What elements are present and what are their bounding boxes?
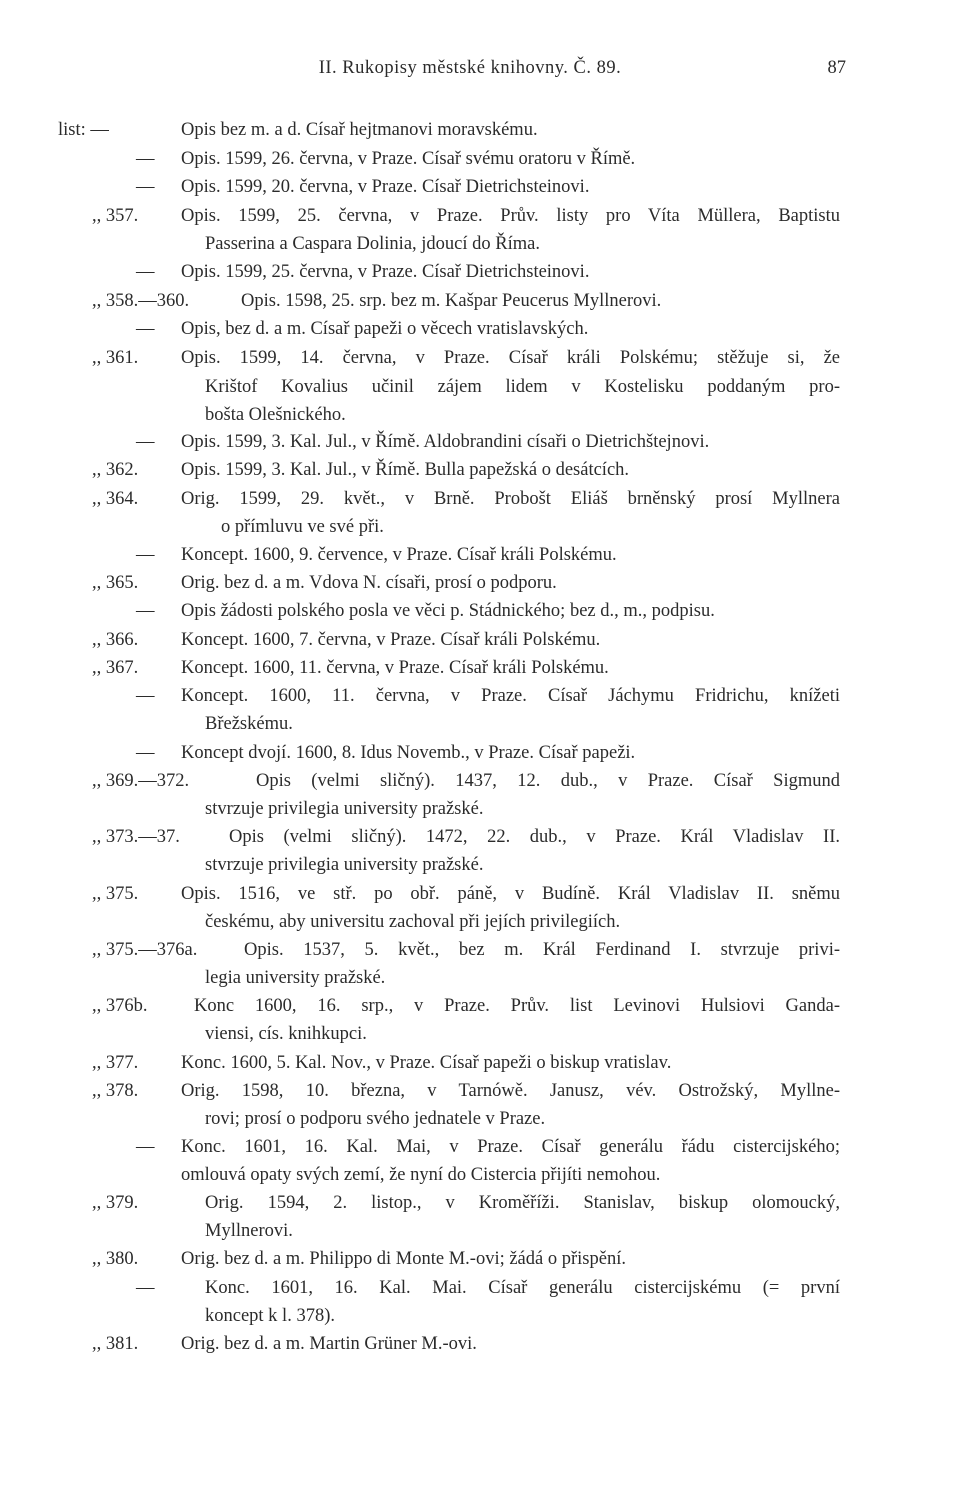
entry-text: Opis žádosti polského posla ve věci p. Stádnického; bez d., m., podpisu.	[181, 601, 715, 621]
entry-text: Opis. 1537, 5. květ., bez m. Král Ferdinand I. stvrzuje privi-	[244, 940, 840, 960]
entry-text: omlouvá opaty svých zemí, že nyní do Cistercia přijíti nemohou.	[181, 1165, 661, 1185]
entry-number: ,, 375.—376a.	[92, 940, 198, 960]
entry-text: Koncept. 1600, 11. června, v Praze. Císař Jáchymu Fridrichu, knížeti	[181, 686, 840, 706]
entry-text: stvrzuje privilegia university pražské.	[205, 799, 484, 819]
entry-text: Opis. 1599, 25. června, v Praze. Prův. listy pro Víta Müllera, Baptistu	[181, 206, 840, 226]
entry-text: Koncept. 1600, 11. června, v Praze. Císař králi Polskému.	[181, 658, 609, 678]
entry-text: Konc 1600, 16. srp., v Praze. Prův. list Levinovi Hulsiovi Ganda-	[194, 996, 840, 1016]
list-item	[0, 348, 960, 432]
list-item	[0, 319, 960, 347]
entry-text: Opis (velmi sličný). 1437, 12. dub., v Praze. Císař Sigmund	[256, 771, 840, 791]
entry-text: Opis bez m. a d. Císař hejtmanovi moravskému.	[181, 120, 538, 140]
entry-number: —	[136, 743, 155, 763]
list-item	[0, 149, 960, 177]
entry-number: —	[136, 177, 155, 197]
entry-number: —	[136, 319, 155, 339]
entry-text: Orig. 1598, 10. března, v Tarnówě. Janusz, vév. Ostrožský, Myllne-	[181, 1081, 840, 1101]
entry-text: stvrzuje privilegia university pražské.	[205, 855, 484, 875]
entry-number: ,, 378.	[92, 1081, 139, 1101]
entry-text: Opis. 1599, 3. Kal. Jul., v Římě. Bulla papežská o desátcích.	[181, 460, 630, 480]
entry-text: Koncept. 1600, 7. června, v Praze. Císař králi Polskému.	[181, 630, 601, 650]
list-item	[0, 630, 960, 658]
entry-text: Orig. 1594, 2. listop., v Kroměříži. Stanislav, biskup olomoucký,	[205, 1193, 840, 1213]
entry-number: ,, 357.	[92, 206, 139, 226]
list-item	[0, 601, 960, 629]
list-item	[0, 1137, 960, 1193]
list-item	[0, 291, 960, 319]
entry-text: Opis. 1599, 25. června, v Praze. Císař Dietrichsteinovi.	[181, 262, 590, 282]
entry-number: ,, 367.	[92, 658, 139, 678]
entry-text: Opis. 1599, 26. června, v Praze. Císař svému oratoru v Římě.	[181, 149, 636, 169]
list-item	[0, 686, 960, 742]
entry-text: Koncept dvojí. 1600, 8. Idus Novemb., v Praze. Císař papeži.	[181, 743, 636, 763]
entry-text: koncept k l. 378).	[205, 1306, 335, 1326]
entry-number: ,, 358.—360.	[92, 291, 190, 311]
entry-number: ,, 381.	[92, 1334, 139, 1354]
entry-text: Konc. 1600, 5. Kal. Nov., v Praze. Císař papeži o biskup vratislav.	[181, 1053, 672, 1073]
entry-text: Břežskému.	[205, 714, 293, 734]
entry-text: Opis (velmi sličný). 1472, 22. dub., v Praze. Král Vladislav II.	[229, 827, 840, 847]
page-number: 87	[827, 58, 846, 78]
entry-number: ,, 364.	[92, 489, 139, 509]
entry-number: ,, 361.	[92, 348, 139, 368]
entry-number: —	[136, 262, 155, 282]
entry-text: legia university pražské.	[205, 968, 386, 988]
list-item	[0, 1334, 960, 1362]
entry-text: bošta Olešnického.	[205, 405, 346, 425]
entry-text: Konc. 1601, 16. Kal. Mai, v Praze. Císař generálu řádu cistercijského;	[181, 1137, 840, 1157]
list-item	[0, 489, 960, 545]
entry-number: —	[136, 432, 155, 452]
list-item	[0, 545, 960, 573]
list-item	[0, 1278, 960, 1334]
entry-text: Orig. bez d. a m. Vdova N. císaři, prosí o podporu.	[181, 573, 557, 593]
entry-number: —	[136, 545, 155, 565]
entry-text: Opis. 1599, 3. Kal. Jul., v Římě. Aldobrandini císaři o Dietrichštejnovi.	[181, 432, 710, 452]
list-item	[0, 1053, 960, 1081]
entry-text: viensi, cís. knihkupci.	[205, 1024, 367, 1044]
entry-number: —	[136, 1137, 155, 1157]
list-item	[0, 658, 960, 686]
list-item	[0, 996, 960, 1052]
entry-text: Orig. 1599, 29. květ., v Brně. Probošt Eliáš brněnský prosí Myllnera	[181, 489, 840, 509]
list-item	[0, 432, 960, 460]
entry-number: —	[136, 1278, 155, 1298]
entry-number: ,, 376b.	[92, 996, 148, 1016]
entry-number: ,, 369.—372.	[92, 771, 190, 791]
entry-number: ,, 373.—37.	[92, 827, 180, 847]
entry-number: —	[136, 601, 155, 621]
list-item	[0, 771, 960, 827]
entry-number: ,, 375.	[92, 884, 139, 904]
entry-number: ,, 362.	[92, 460, 139, 480]
entry-text: Krištof Kovalius učinil zájem lidem v Kostelisku poddaným pro-	[205, 377, 840, 397]
entry-text: Opis. 1599, 14. června, v Praze. Císař králi Polskému; stěžuje si, že	[181, 348, 840, 368]
list-item	[0, 940, 960, 996]
entry-text: Opis. 1598, 25. srp. bez m. Kašpar Peucerus Myllnerovi.	[241, 291, 662, 311]
list-item	[0, 573, 960, 601]
entry-text: Myllnerovi.	[205, 1221, 293, 1241]
entry-text: rovi; prosí o podporu svého jednatele v Praze.	[205, 1109, 546, 1129]
list-item	[0, 460, 960, 488]
entry-text: Opis. 1599, 20. června, v Praze. Císař Dietrichsteinovi.	[181, 177, 590, 197]
entry-number: —	[136, 686, 155, 706]
list-item	[0, 262, 960, 290]
running-title: II. Rukopisy městské knihovny. Č. 89.	[318, 58, 622, 78]
entry-number: ,, 380.	[92, 1249, 139, 1269]
entry-number: —	[136, 149, 155, 169]
entry-text: Orig. bez d. a m. Philippo di Monte M.-ovi; žádá o přispění.	[181, 1249, 626, 1269]
entry-number: ,, 366.	[92, 630, 139, 650]
list-item	[0, 206, 960, 262]
list-item	[0, 884, 960, 940]
entry-text: českému, aby universitu zachoval při jejích privilegiích.	[205, 912, 621, 932]
list-item	[0, 827, 960, 883]
list-item	[0, 1193, 960, 1249]
list-item	[0, 743, 960, 771]
entry-number: ,, 379.	[92, 1193, 139, 1213]
entry-number: list: —	[58, 120, 109, 140]
entry-text: Orig. bez d. a m. Martin Grüner M.-ovi.	[181, 1334, 477, 1354]
entry-number: ,, 365.	[92, 573, 139, 593]
list-item	[0, 1081, 960, 1137]
entry-number: ,, 377.	[92, 1053, 139, 1073]
list-item	[0, 177, 960, 205]
list-item	[0, 1249, 960, 1277]
entry-text: Opis, bez d. a m. Císař papeži o věcech vratislavských.	[181, 319, 589, 339]
entry-text: Passerina a Caspara Dolinia, jdoucí do Říma.	[205, 234, 540, 254]
entry-text: Koncept. 1600, 9. července, v Praze. Císař králi Polskému.	[181, 545, 617, 565]
entry-text: Konc. 1601, 16. Kal. Mai. Císař generálu cistercijskému (= první	[205, 1278, 840, 1298]
entry-text: Opis. 1516, ve stř. po obř. páně, v Budíně. Král Vladislav II. sněmu	[181, 884, 840, 904]
entry-text: o přímluvu ve své při.	[221, 517, 384, 537]
list-item	[0, 120, 960, 148]
